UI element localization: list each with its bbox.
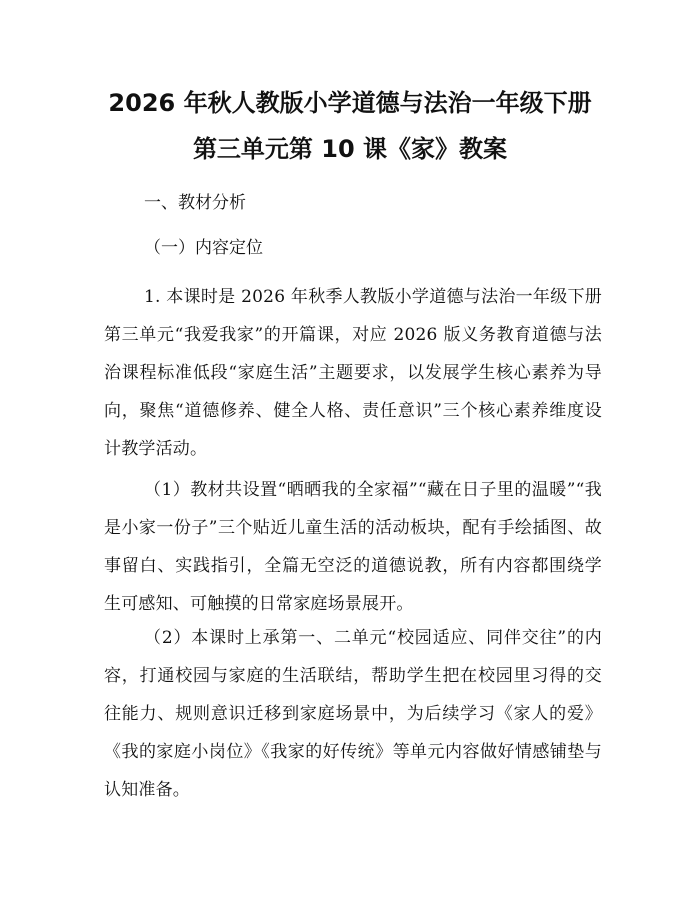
section-heading-textbook-analysis: 一、教材分析	[144, 193, 246, 213]
paragraph-2: （1）教材共设置“晒晒我的全家福”“藏在日子里的温暖”“我是小家一份子”三个贴近儿童生活的活动板块，配有手绘插图、故事留白、实践指引，全篇无空泛的道德说教，所有内容都围绕学生可感知、可触摸的日常家庭场景展开。	[104, 480, 602, 614]
paragraph-1: 1. 本课时是 2026 年秋季人教版小学道德与法治一年级下册第三单元“我爱我家”的开篇课，对应 2026 版义务教育道德与法治课程标准低段“家庭生活”主题要求，以发展学生核心素养为导向，聚焦“道德修养、健全人格、责任意识”三个核心素养维度设计教学活动。	[104, 287, 602, 459]
document-title-line-2: 第三单元第 10 课《家》教案	[192, 135, 508, 163]
document-title-line-1: 2026 年秋人教版小学道德与法治一年级下册	[108, 89, 592, 117]
paragraph-3: （2）本课时上承第一、二单元“校园适应、同伴交往”的内容，打通校园与家庭的生活联结，帮助学生把在校园里习得的交往能力、规则意识迁移到家庭场景中，为后续学习《家人的爱》《我的家庭小岗位》《我家的好传统》等单元内容做好情感铺垫与认知准备。	[104, 628, 602, 800]
subsection-heading-content-positioning: （一）内容定位	[144, 238, 263, 258]
